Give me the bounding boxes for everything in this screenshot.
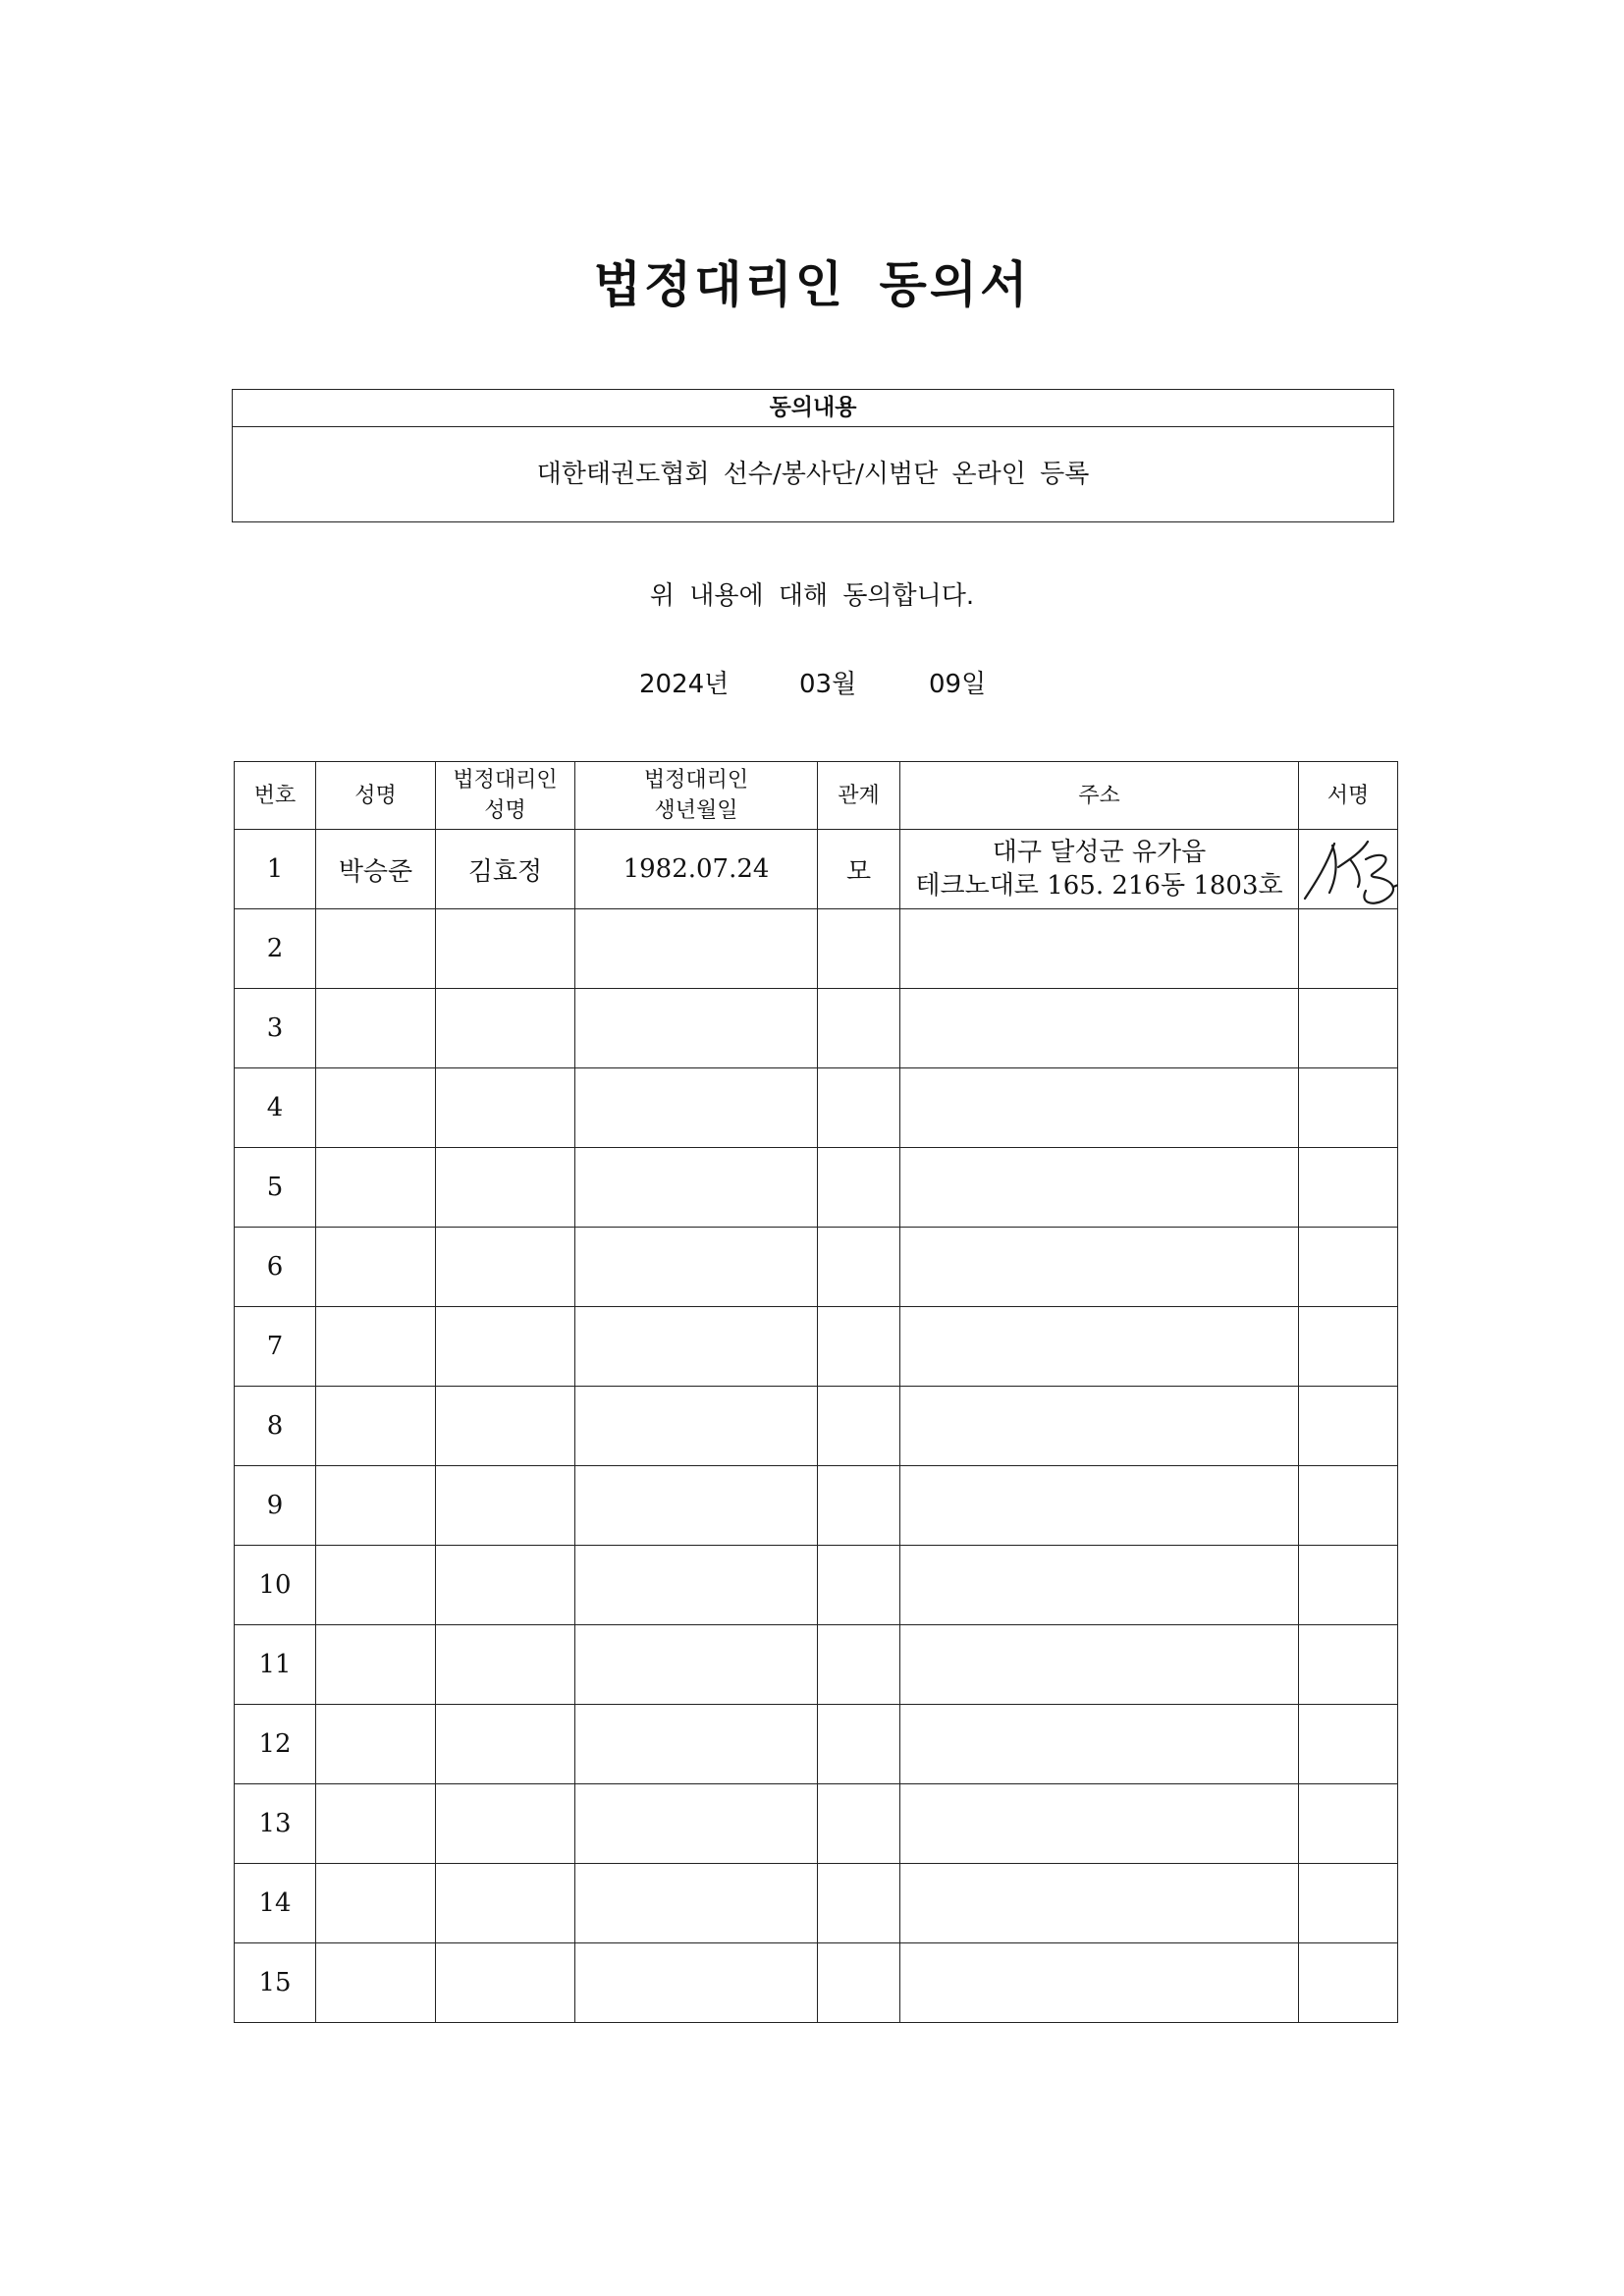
cell-address <box>900 1466 1299 1546</box>
cell-address <box>900 1228 1299 1307</box>
cell-guardian-birth <box>575 1387 818 1466</box>
cell-guardian-birth <box>575 909 818 989</box>
cell-no: 11 <box>235 1625 316 1705</box>
cell-address <box>900 1387 1299 1466</box>
cell-guardian-name: 김효정 <box>436 830 575 909</box>
cell-no: 5 <box>235 1148 316 1228</box>
header-no: 번호 <box>235 762 316 830</box>
cell-signature <box>1299 989 1398 1068</box>
cell-guardian-birth <box>575 1307 818 1387</box>
cell-guardian-name <box>436 1148 575 1228</box>
cell-guardian-birth <box>575 1148 818 1228</box>
cell-guardian-birth <box>575 1864 818 1943</box>
cell-name <box>316 1784 436 1864</box>
cell-signature <box>1299 1943 1398 2023</box>
cell-address <box>900 1705 1299 1784</box>
cell-relation <box>818 1148 900 1228</box>
cell-name <box>316 1466 436 1546</box>
cell-address <box>900 830 1299 909</box>
cell-signature <box>1299 1546 1398 1625</box>
cell-guardian-name <box>436 1784 575 1864</box>
cell-guardian-birth <box>575 1625 818 1705</box>
agreement-statement: 위 내용에 대해 동의합니다. <box>649 581 975 611</box>
cell-address <box>900 1546 1299 1625</box>
address-line1: 대구 달성군 유가읍 <box>992 838 1207 867</box>
table-row <box>235 1148 1398 1228</box>
date-month: 03월 <box>799 670 857 699</box>
cell-name <box>316 1546 436 1625</box>
cell-relation <box>818 989 900 1068</box>
cell-guardian-birth <box>575 1546 818 1625</box>
cell-no: 6 <box>235 1228 316 1307</box>
cell-guardian-name <box>436 1068 575 1148</box>
consent-body: 대한태권도협회 선수/봉사단/시범단 온라인 등록 <box>536 460 1090 489</box>
cell-relation <box>818 1546 900 1625</box>
cell-no: 14 <box>235 1864 316 1943</box>
cell-relation <box>818 1864 900 1943</box>
cell-no: 13 <box>235 1784 316 1864</box>
cell-guardian-birth <box>575 1228 818 1307</box>
header-guardian-birth <box>575 762 818 830</box>
cell-no: 1 <box>235 830 316 909</box>
document-title: 법정대리인 동의서 <box>593 256 1031 313</box>
cell-guardian-birth <box>575 989 818 1068</box>
cell-name <box>316 1705 436 1784</box>
cell-signature <box>1299 1705 1398 1784</box>
table-row <box>235 909 1398 989</box>
table-row <box>235 1546 1398 1625</box>
header-guardian-name <box>436 762 575 830</box>
guardian-consent-table <box>234 761 1398 2023</box>
cell-address <box>900 1864 1299 1943</box>
table-row <box>235 989 1398 1068</box>
header-name: 성명 <box>316 762 436 830</box>
consent-header: 동의내용 <box>233 390 1393 427</box>
cell-relation <box>818 1228 900 1307</box>
header-guardian-birth-line1: 법정대리인 <box>643 768 749 793</box>
cell-no: 4 <box>235 1068 316 1148</box>
header-guardian-name-line2: 성명 <box>484 798 526 823</box>
cell-address <box>900 1625 1299 1705</box>
cell-guardian-name <box>436 1466 575 1546</box>
cell-no: 12 <box>235 1705 316 1784</box>
cell-name <box>316 1148 436 1228</box>
cell-guardian-name <box>436 1705 575 1784</box>
cell-name <box>316 989 436 1068</box>
table-row <box>235 1466 1398 1546</box>
cell-address <box>900 1148 1299 1228</box>
table-row <box>235 1943 1398 2023</box>
cell-name <box>316 1068 436 1148</box>
cell-name <box>316 1943 436 2023</box>
consent-content-box <box>232 389 1394 522</box>
cell-no: 15 <box>235 1943 316 2023</box>
cell-guardian-birth <box>575 1784 818 1864</box>
table-header-row <box>235 762 1398 830</box>
cell-guardian-name <box>436 1387 575 1466</box>
cell-relation <box>818 909 900 989</box>
cell-signature <box>1299 1148 1398 1228</box>
cell-relation <box>818 1307 900 1387</box>
cell-address <box>900 909 1299 989</box>
cell-signature <box>1299 1228 1398 1307</box>
date-day: 09일 <box>929 670 987 699</box>
cell-no: 9 <box>235 1466 316 1546</box>
cell-relation <box>818 1466 900 1546</box>
cell-signature <box>1299 1387 1398 1466</box>
cell-relation <box>818 1705 900 1784</box>
table-body <box>235 830 1398 2023</box>
cell-guardian-name <box>436 1625 575 1705</box>
header-guardian-birth-line2: 생년월일 <box>654 798 738 823</box>
cell-signature <box>1299 830 1398 909</box>
cell-no: 10 <box>235 1546 316 1625</box>
cell-no: 3 <box>235 989 316 1068</box>
table-row <box>235 1784 1398 1864</box>
cell-relation: 모 <box>818 830 900 909</box>
cell-name <box>316 1625 436 1705</box>
cell-name: 박승준 <box>316 830 436 909</box>
table-row <box>235 1864 1398 1943</box>
table-row <box>235 1228 1398 1307</box>
cell-guardian-name <box>436 1943 575 2023</box>
cell-address <box>900 1307 1299 1387</box>
cell-name <box>316 909 436 989</box>
table-row <box>235 1307 1398 1387</box>
address-line2: 테크노대로 165. 216동 1803호 <box>915 871 1283 901</box>
cell-no: 8 <box>235 1387 316 1466</box>
date-year: 2024년 <box>639 670 730 699</box>
cell-address <box>900 989 1299 1068</box>
handwritten-signature <box>1299 830 1398 908</box>
cell-relation <box>818 1625 900 1705</box>
cell-guardian-name <box>436 1307 575 1387</box>
cell-address <box>900 1943 1299 2023</box>
table-row <box>235 1387 1398 1466</box>
table-row <box>235 1705 1398 1784</box>
cell-signature <box>1299 1307 1398 1387</box>
cell-signature <box>1299 1864 1398 1943</box>
cell-signature <box>1299 1466 1398 1546</box>
header-signature: 서명 <box>1299 762 1398 830</box>
header-guardian-name-line1: 법정대리인 <box>453 768 558 793</box>
cell-guardian-birth <box>575 1068 818 1148</box>
cell-name <box>316 1864 436 1943</box>
cell-relation <box>818 1784 900 1864</box>
cell-relation <box>818 1387 900 1466</box>
cell-relation <box>818 1068 900 1148</box>
cell-relation <box>818 1943 900 2023</box>
cell-guardian-name <box>436 1228 575 1307</box>
cell-address <box>900 1784 1299 1864</box>
cell-no: 7 <box>235 1307 316 1387</box>
cell-guardian-birth: 1982.07.24 <box>575 830 818 909</box>
table-row <box>235 1068 1398 1148</box>
cell-guardian-birth <box>575 1466 818 1546</box>
cell-signature <box>1299 1625 1398 1705</box>
cell-signature <box>1299 1068 1398 1148</box>
cell-address <box>900 1068 1299 1148</box>
cell-guardian-birth <box>575 1705 818 1784</box>
cell-signature <box>1299 1784 1398 1864</box>
cell-guardian-name <box>436 989 575 1068</box>
cell-name <box>316 1387 436 1466</box>
header-address: 주소 <box>900 762 1299 830</box>
header-relation: 관계 <box>818 762 900 830</box>
cell-name <box>316 1307 436 1387</box>
cell-guardian-name <box>436 1864 575 1943</box>
table-row <box>235 1625 1398 1705</box>
cell-guardian-name <box>436 1546 575 1625</box>
cell-name <box>316 1228 436 1307</box>
cell-signature <box>1299 909 1398 989</box>
table-row <box>235 830 1398 909</box>
cell-no: 2 <box>235 909 316 989</box>
cell-guardian-name <box>436 909 575 989</box>
cell-guardian-birth <box>575 1943 818 2023</box>
